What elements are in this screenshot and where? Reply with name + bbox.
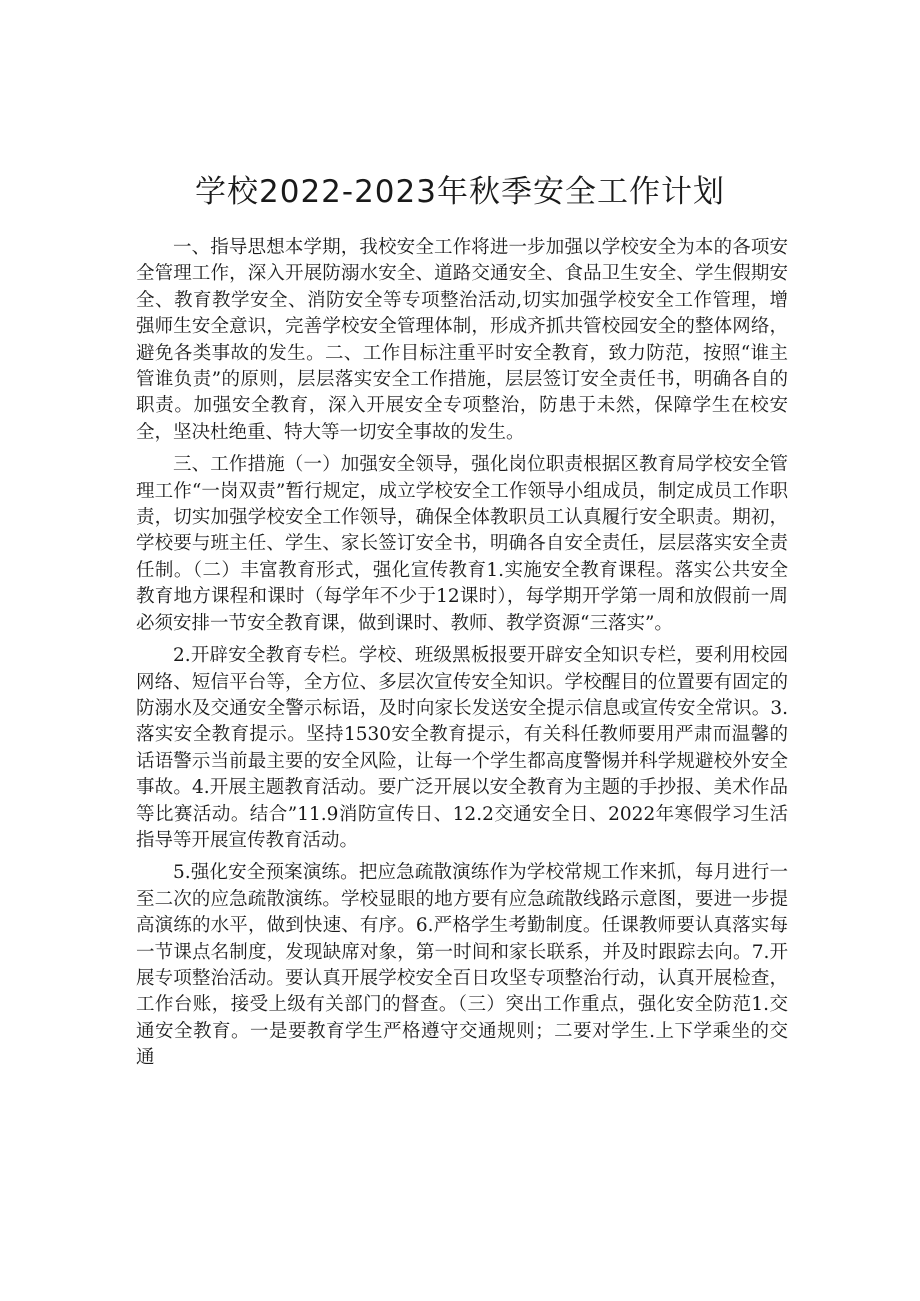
document-title: 学校2022-2023年秋季安全工作计划	[195, 174, 725, 210]
paragraph-drill-and-focus: 5.强化安全预案演练。把应急疏散演练作为学校常规工作来抓，每月进行一至二次的应急疏散演练。学校显眼的地方要有应急疏散线路示意图，要进一步提高演练的水平，做到快速、有序。6.严格学生考勤制度。任课教师要认真落实每一节课点名制度，发现缺席对象，第一时间和家长联系，并及时跟踪去向。7.开展专项整治活动。要认真开展学校安全百日攻坚专项整治行动，认真开展检查，工作台账，接受上级有关部门的督查。（三）突出工作重点，强化安全防范1.交通安全教育。一是要教育学生严格遵守交通规则；二要对学生.上下学乘坐的交通	[136, 862, 788, 1069]
paragraph-guiding-ideology: 一、指导思想本学期，我校安全工作将进一步加强以学校安全为本的各项安全管理工作，深入开展防溺水安全、道路交通安全、食品卫生安全、学生假期安全、教育教学安全、消防安全等专项整治活动,切实加强学校安全工作管理，增强师生安全意识，完善学校安全管理体制，形成齐抓共管校园安全的整体网络，避免各类事故的发生。二、工作目标注重平时安全教育，致力防范，按照“谁主管谁负责”的原则，层层落实安全工作措施，层层签订安全责任书，明确各自的职责。加强安全教育，深入开展安全专项整治，防患于未然，保障学生在校安全，坚决杜绝重、特大等一切安全事故的发生。	[136, 237, 788, 443]
paragraph-work-measures: 三、工作措施（一）加强安全领导，强化岗位职责根据区教育局学校安全管理工作“一岗双责”暂行规定，成立学校安全工作领导小组成员，制定成员工作职责，切实加强学校安全工作领导，确保全体教职员工认真履行安全职责。期初，学校要与班主任、学生、家长签订安全书，明确各自安全责任，层层落实安全责任制。（二）丰富教育形式，强化宣传教育1.实施安全教育课程。落实公共安全教育地方课程和课时（每学年不少于12课时），每学期开学第一周和放假前一周必须安排一节安全教育课，做到课时、教师、教学资源“三落实”。	[136, 454, 788, 634]
paragraph-safety-column: 2.开辟安全教育专栏。学校、班级黑板报要开辟安全知识专栏，要利用校园网络、短信平台等，全方位、多层次宣传安全知识。学校醒目的位置要有固定的防溺水及交通安全警示标语，及时向家长发送安全提示信息或宣传安全常识。3.落实安全教育提示。坚持1530安全教育提示，有关科任教师要用严肃而温馨的话语警示当前最主要的安全风险，让每一个学生都高度警惕并科学规避校外安全事故。4.开展主题教育活动。要广泛开展以安全教育为主题的手抄报、美术作品等比赛活动。结合”11.9消防宣传日、12.2交通安全日、2022年寒假学习生活指导等开展宣传教育活动。	[136, 645, 788, 851]
document-body	[136, 235, 788, 1078]
